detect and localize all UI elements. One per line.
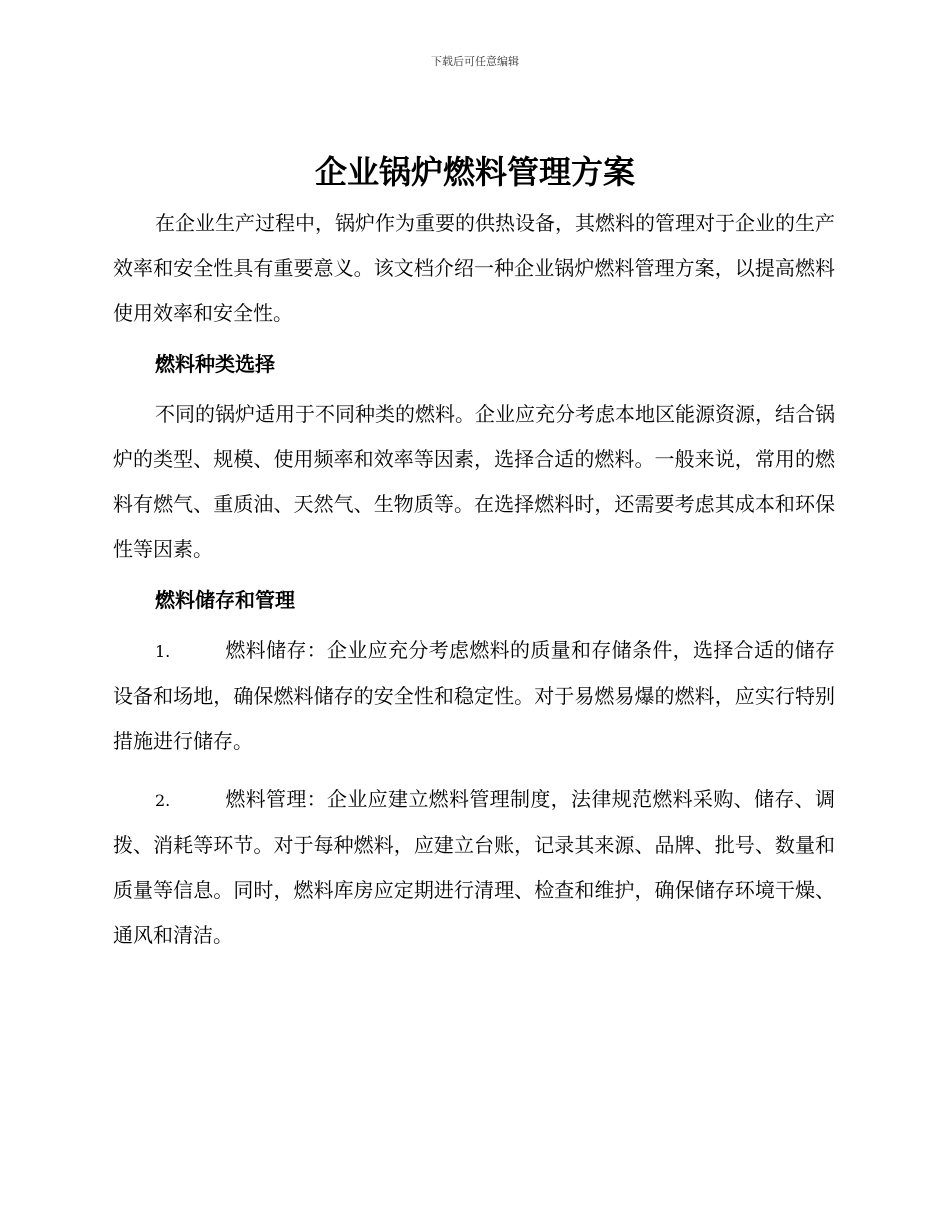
list-item [113, 628, 835, 764]
list-item-number: 2. [155, 791, 171, 810]
document-title: 企业锅炉燃料管理方案 [314, 153, 635, 191]
section-heading-fuel-storage: 燃料储存和管理 [155, 588, 295, 612]
section-heading-fuel-type: 燃料种类选择 [155, 352, 275, 376]
list-item-number: 1. [155, 642, 171, 661]
section-paragraph-fuel-type: 不同的锅炉适用于不同种类的燃料。企业应充分考虑本地区能源资源，结合锅炉的类型、规模、使用频率和效率等因素，选择合适的燃料。一般来说，常用的燃料有燃气、重质油、天然气、生物质等。在选择燃料时，还需要考虑其成本和环保性等因素。 [113, 402, 835, 561]
list-item-text: 燃料储存：企业应充分考虑燃料的质量和存储条件，选择合适的储存设备和场地，确保燃料储存的安全性和稳定性。对于易燃易爆的燃料，应实行特别措施进行储存。 [113, 638, 835, 753]
document-body [113, 201, 835, 958]
page-header-note: 下载后可任意编辑 [431, 55, 519, 68]
list-item [113, 777, 835, 958]
list-item-text: 燃料管理：企业应建立燃料管理制度，法律规范燃料采购、储存、调拨、消耗等环节。对于每种燃料，应建立台账，记录其来源、品牌、批号、数量和质量等信息。同时，燃料库房应定期进行清理、检查和维护，确保储存环境干燥、通风和清洁。 [113, 787, 835, 947]
intro-paragraph: 在企业生产过程中，锅炉作为重要的供热设备，其燃料的管理对于企业的生产效率和安全性具有重要意义。该文档介绍一种企业锅炉燃料管理方案，以提高燃料使用效率和安全性。 [113, 211, 835, 325]
